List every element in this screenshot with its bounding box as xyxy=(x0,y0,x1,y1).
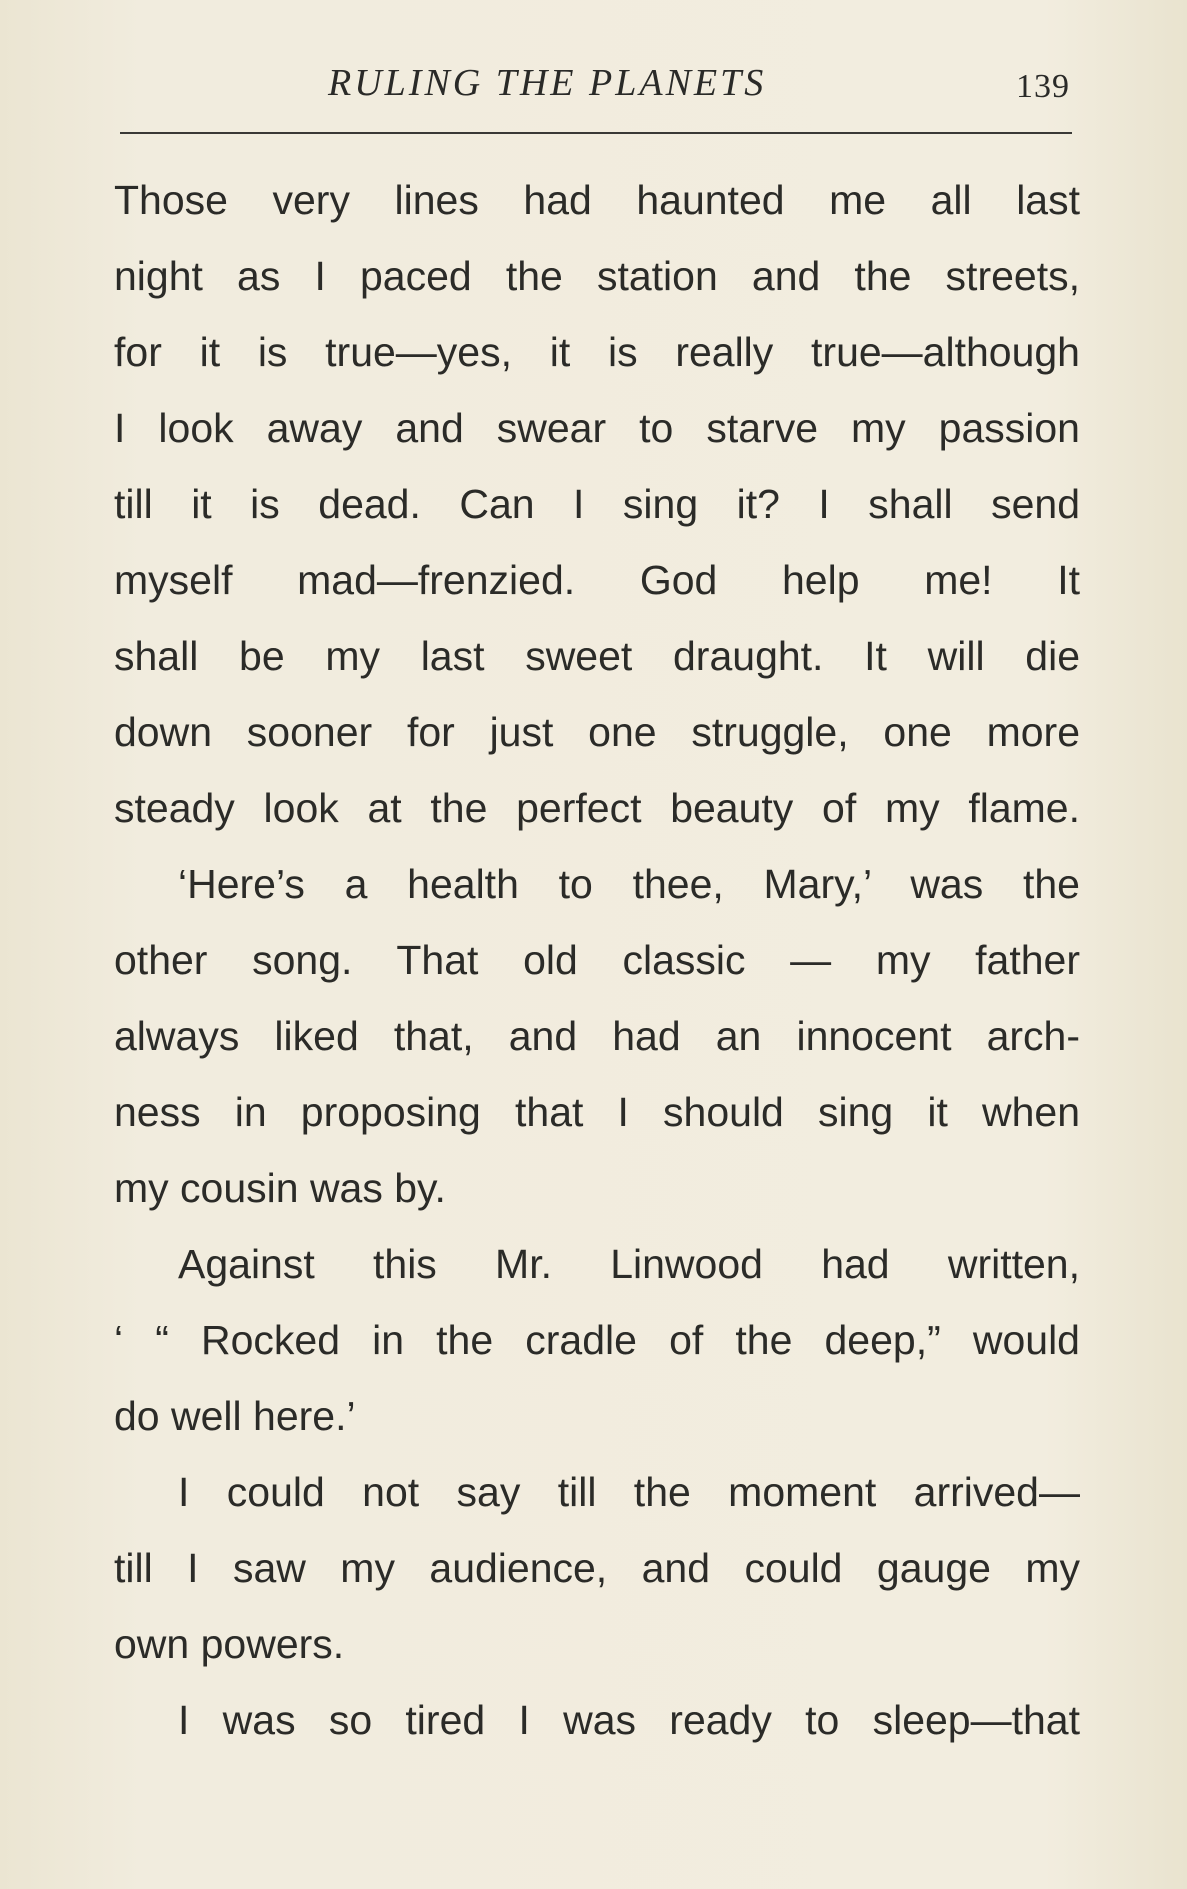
text-line: I could not say till the moment arrived— xyxy=(178,1469,1080,1515)
text-line: Those very lines had haunted me all last xyxy=(114,177,1080,223)
text-line: shall be my last sweet draught. It will die xyxy=(114,633,1080,679)
text-line: till it is dead. Can I sing it? I shall send xyxy=(114,481,1080,527)
text-line: for it is true—yes, it is really true—although xyxy=(114,329,1080,375)
text-line: I was so tired I was ready to sleep—that xyxy=(178,1697,1080,1743)
running-head xyxy=(120,56,1072,110)
text-line: Against this Mr. Linwood had written, xyxy=(178,1241,1080,1287)
text-line: ‘Here’s a health to thee, Mary,’ was the xyxy=(178,861,1080,907)
header-rule xyxy=(120,132,1072,134)
text-line: other song. That old classic — my father xyxy=(114,937,1080,983)
text-line: own powers. xyxy=(114,1621,345,1667)
text-line: down sooner for just one struggle, one more xyxy=(114,709,1080,755)
text-line: I look away and swear to starve my passion xyxy=(114,405,1080,451)
page-number: 139 xyxy=(1016,68,1070,105)
body-text xyxy=(114,162,1080,1758)
text-line: till I saw my audience, and could gauge my xyxy=(114,1545,1080,1591)
text-line: steady look at the perfect beauty of my flame. xyxy=(114,785,1080,831)
text-line: ‘ “ Rocked in the cradle of the deep,” would xyxy=(114,1317,1080,1363)
text-line: my cousin was by. xyxy=(114,1165,446,1211)
text-line: myself mad—frenzied. God help me! It xyxy=(114,557,1080,603)
running-title: RULING THE PLANETS xyxy=(328,62,767,104)
text-line: night as I paced the station and the streets, xyxy=(114,253,1080,299)
text-line: ness in proposing that I should sing it when xyxy=(114,1089,1080,1135)
text-line: always liked that, and had an innocent arch- xyxy=(114,1013,1080,1059)
text-line: do well here.’ xyxy=(114,1393,356,1439)
